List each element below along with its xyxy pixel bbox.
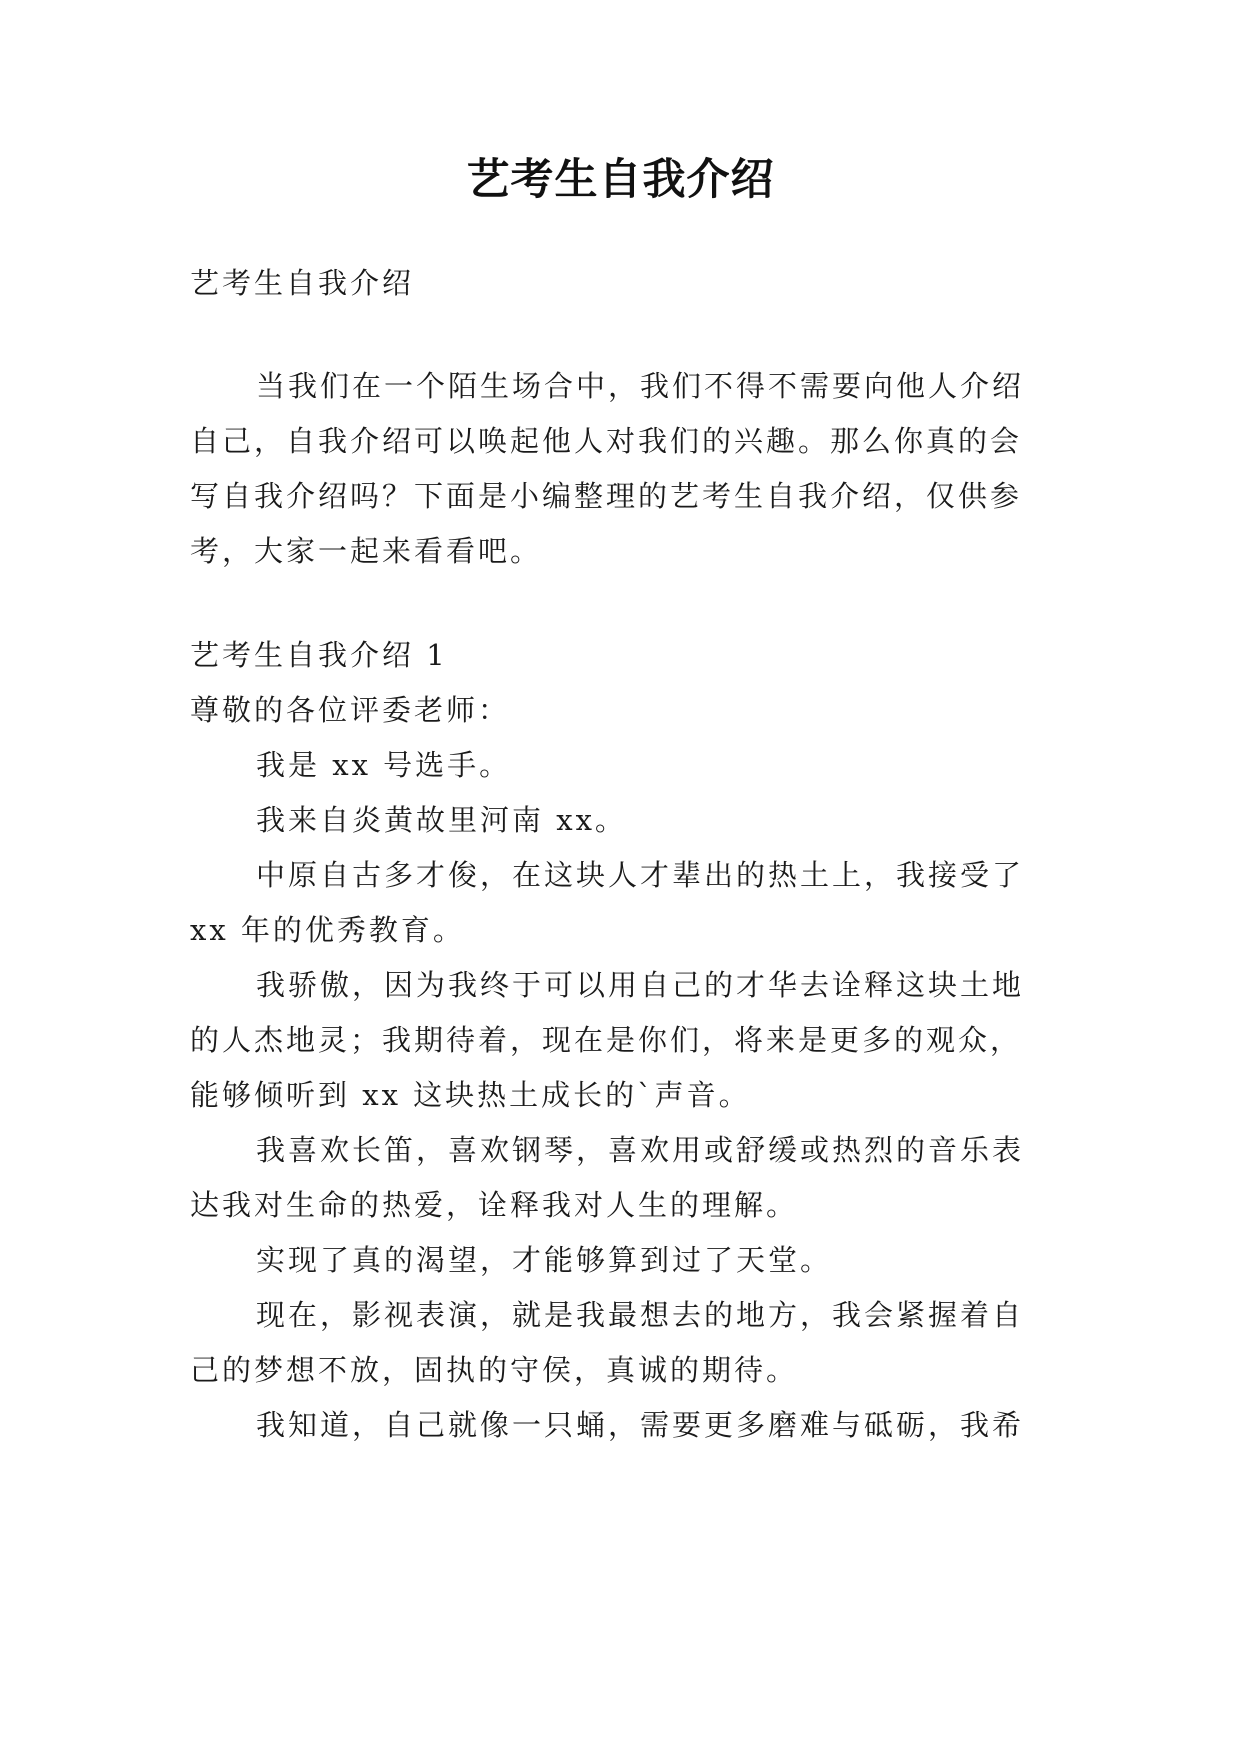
paragraph-line: 我骄傲，因为我终于可以用自己的才华去诠释这块土地 [256,968,1025,1002]
paragraph-line: 实现了真的渴望，才能够算到过了天堂。 [256,1243,833,1277]
paragraph-line: 己的梦想不放，固执的守侯，真诚的期待。 [190,1353,799,1387]
paragraph-line: 考，大家一起来看看吧。 [190,534,543,568]
paragraph-line: xx 年的优秀教育。 [190,913,465,947]
paragraph-line: 我来自炎黄故里河南 xx。 [256,803,627,837]
paragraph-line: 能够倾听到 xx 这块热土成长的`声音。 [190,1078,751,1112]
paragraph-line: 我知道，自己就像一只蛹，需要更多磨难与砥砺，我希 [256,1408,1025,1442]
paragraph-line: 中原自古多才俊，在这块人才辈出的热土上，我接受了 [256,858,1025,892]
paragraph-line: 当我们在一个陌生场合中，我们不得不需要向他人介绍 [256,369,1025,403]
document-subtitle: 艺考生自我介绍 [190,266,415,300]
paragraph-line: 我是 xx 号选手。 [256,748,512,782]
paragraph-line: 现在，影视表演，就是我最想去的地方，我会紧握着自 [256,1298,1025,1332]
section-heading: 艺考生自我介绍 1 [190,638,448,672]
paragraph-line: 自己，自我介绍可以唤起他人对我们的兴趣。那么你真的会 [190,424,1023,458]
paragraph-line: 的人杰地灵；我期待着，现在是你们，将来是更多的观众， [190,1023,1023,1057]
paragraph-line: 达我对生命的热爱，诠释我对人生的理解。 [190,1188,799,1222]
salutation: 尊敬的各位评委老师： [190,693,511,727]
page-title: 艺考生自我介绍 [466,155,775,205]
paragraph-line: 我喜欢长笛，喜欢钢琴，喜欢用或舒缓或热烈的音乐表 [256,1133,1025,1167]
paragraph-line: 写自我介绍吗？下面是小编整理的艺考生自我介绍，仅供参 [190,479,1023,513]
